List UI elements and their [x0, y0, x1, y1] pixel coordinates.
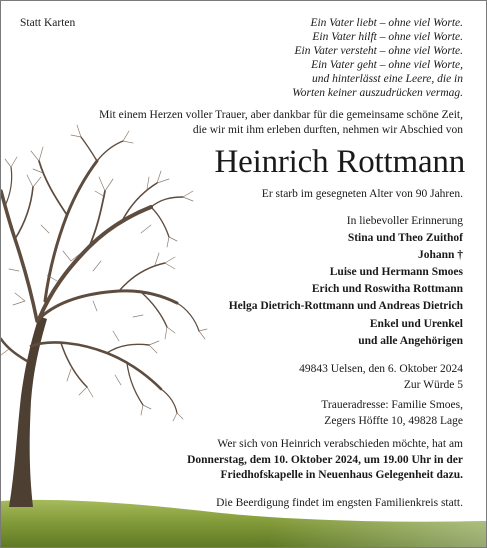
poem-line: Ein Vater liebt – ohne viel Worte. — [310, 17, 463, 29]
poem — [223, 16, 463, 100]
farewell-details: Friedhofskapelle in Neuenhaus Gelegenheit dazu. — [220, 469, 463, 481]
poem-line: Ein Vater geht – ohne viel Worte, — [311, 59, 463, 71]
mourner-name: Luise und Hermann Smoes — [329, 266, 463, 279]
mourner-name: Erich und Roswitha Rottmann — [311, 283, 463, 296]
mourners-block — [143, 213, 463, 350]
poem-line: Worten keiner auszudrücken vermag. — [292, 87, 463, 99]
farewell-intro: Wer sich von Heinrich verabschieden möchte, hat am — [217, 438, 463, 450]
place-street: Zur Würde 5 — [403, 378, 463, 391]
place-date: 49843 Uelsen, den 6. Oktober 2024 — [299, 363, 463, 375]
intro-line: die wir mit ihm erleben durften, nehmen wir Abschied von — [192, 124, 463, 136]
mourner-name: Enkel und Urenkel — [369, 317, 463, 330]
intro-text — [23, 108, 463, 138]
intro-line: Mit einem Herzen voller Trauer, aber dankbar für die gemeinsame schöne Zeit, — [99, 109, 463, 121]
address-line: Traueradresse: Familie Smoes, — [321, 399, 463, 411]
memory-intro: In liebevoller Erinnerung — [346, 215, 463, 227]
mourner-name: und alle Angehörigen — [358, 334, 463, 347]
mourner-name: Stina und Theo Zuithof — [347, 232, 463, 245]
age-line: Er starb im gesegneten Alter von 90 Jahren. — [261, 188, 463, 200]
poem-line: Ein Vater versteht – ohne viel Worte. — [294, 45, 463, 57]
mourning-address — [321, 398, 463, 429]
poem-line: Ein Vater hilft – ohne viel Worte. — [312, 31, 463, 43]
farewell-details: Donnerstag, dem 10. Oktober 2024, um 19.00 Uhr in der — [187, 453, 463, 466]
poem-line: und hinterlässt eine Leere, die in — [312, 73, 463, 85]
mourner-name: Johann † — [417, 249, 463, 262]
mourner-name: Helga Dietrich-Rottmann und Andreas Dietrich — [228, 300, 463, 313]
burial-note: Die Beerdigung findet im engsten Familienkreis statt. — [216, 497, 463, 509]
address-line: Zegers Höffte 10, 49828 Lage — [324, 414, 463, 427]
deceased-name: Heinrich Rottmann — [214, 144, 465, 180]
place-date-block — [299, 362, 463, 393]
farewell-notice — [133, 437, 463, 484]
header-note: Statt Karten — [20, 17, 76, 29]
